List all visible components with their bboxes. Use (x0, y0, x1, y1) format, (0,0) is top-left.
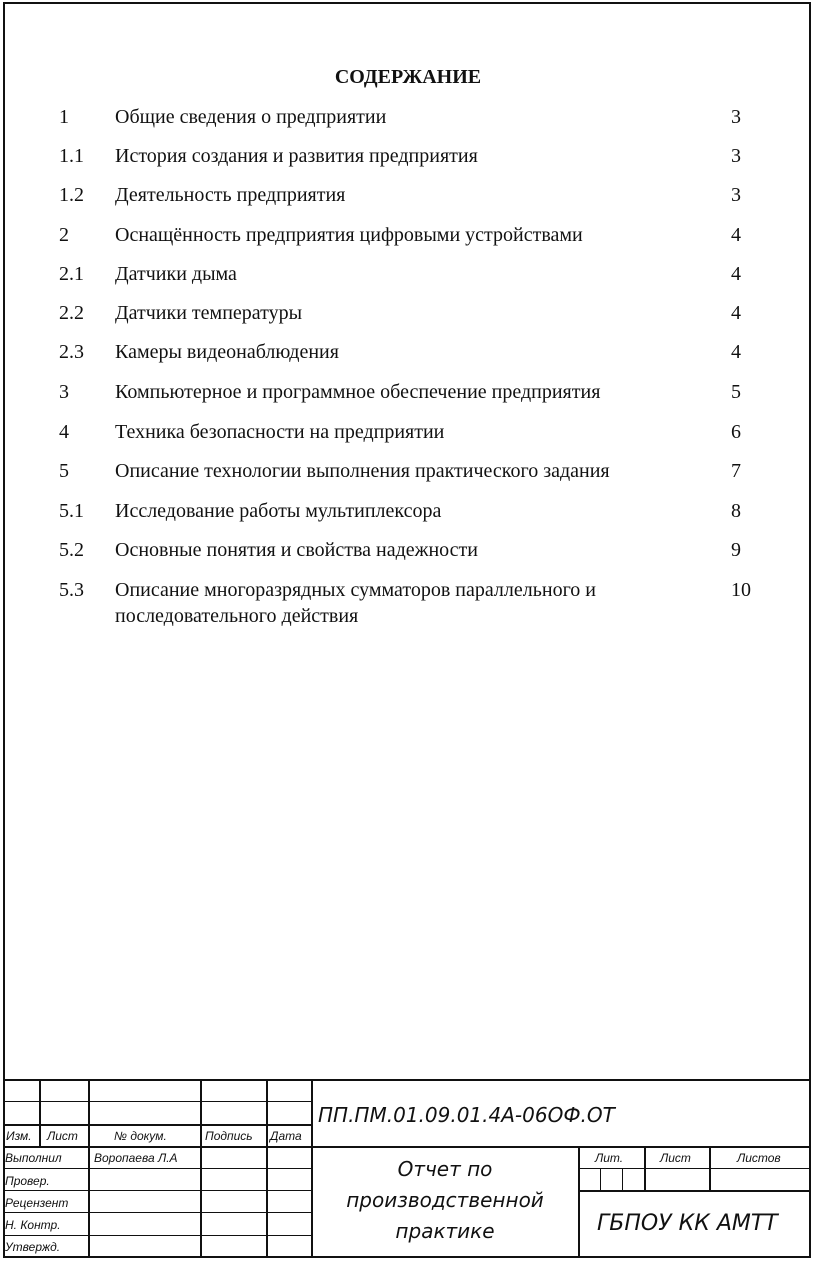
toc-number: 2 (59, 224, 69, 246)
toc-text: Описание многоразрядных сумматоров параллельного и (115, 579, 596, 601)
document-title-line: Отчет по (397, 1157, 493, 1181)
document-code: ПП.ПМ.01.09.01.4А-06ОФ.ОТ (318, 1103, 615, 1127)
row-n-kontr: Н. Контр. (5, 1218, 61, 1232)
toc-page: 6 (731, 421, 741, 443)
toc-number: 5.1 (59, 500, 84, 522)
toc-text: последовательного действия (115, 605, 359, 627)
toc-text: Датчики температуры (115, 302, 303, 324)
toc-text: Основные понятия и свойства надежности (115, 539, 478, 561)
toc-text: Деятельность предприятия (115, 184, 346, 206)
toc-page: 3 (731, 106, 741, 128)
toc-page: 3 (731, 184, 741, 206)
toc-page: 8 (731, 500, 741, 522)
header-data: Дата (270, 1129, 302, 1143)
toc-text: Компьютерное и программное обеспечение предприятия (115, 381, 601, 403)
toc-text: История создания и развития предприятия (115, 145, 478, 167)
toc-text: Исследование работы мультиплексора (115, 500, 442, 522)
row-vypolnil-name: Воропаева Л.А (94, 1151, 178, 1165)
header-izm: Изм. (6, 1129, 32, 1143)
toc-page: 7 (731, 460, 741, 482)
toc-page: 4 (731, 341, 741, 363)
toc-page: 9 (731, 539, 741, 561)
header-podpis: Подпись (205, 1129, 253, 1143)
toc-page: 4 (731, 302, 741, 324)
toc-page: 4 (731, 263, 741, 285)
toc-number: 1 (59, 106, 69, 128)
toc-text: Описание технологии выполнения практического задания (115, 460, 610, 482)
toc-number: 2.1 (59, 263, 84, 285)
header-n-dokum: № докум. (114, 1129, 167, 1143)
toc-page: 3 (731, 145, 741, 167)
toc-page: 5 (731, 381, 741, 403)
toc-page: 4 (731, 224, 741, 246)
toc-number: 1.1 (59, 145, 84, 167)
label-list: Лист (660, 1151, 691, 1165)
label-listov: Листов (737, 1151, 781, 1165)
document-title-line: производственной (346, 1188, 544, 1212)
page-title: СОДЕРЖАНИЕ (334, 66, 482, 88)
row-vypolnil: Выполнил (5, 1151, 62, 1165)
toc-number: 4 (59, 421, 69, 443)
toc-number: 3 (59, 381, 69, 403)
toc-number: 5.3 (59, 579, 84, 601)
toc-number: 2.3 (59, 341, 84, 363)
toc-text: Оснащённость предприятия цифровыми устройствами (115, 224, 583, 246)
toc-text: Техника безопасности на предприятии (115, 421, 445, 443)
toc-number: 5 (59, 460, 69, 482)
row-prover: Провер. (5, 1174, 50, 1188)
organization-name: ГБПОУ КК АМТТ (597, 1211, 778, 1236)
label-lit: Лит. (595, 1151, 624, 1165)
toc-page: 10 (731, 579, 751, 601)
row-utverzhd: Утвержд. (5, 1240, 61, 1254)
toc-number: 5.2 (59, 539, 84, 561)
row-recenzent: Рецензент (5, 1196, 69, 1210)
document-title-line: практике (395, 1219, 495, 1243)
header-list: Лист (47, 1129, 78, 1143)
toc-text: Датчики дыма (115, 263, 237, 285)
toc-text: Камеры видеонаблюдения (115, 341, 339, 363)
toc-text: Общие сведения о предприятии (115, 106, 387, 128)
toc-number: 2.2 (59, 302, 84, 324)
toc-number: 1.2 (59, 184, 84, 206)
